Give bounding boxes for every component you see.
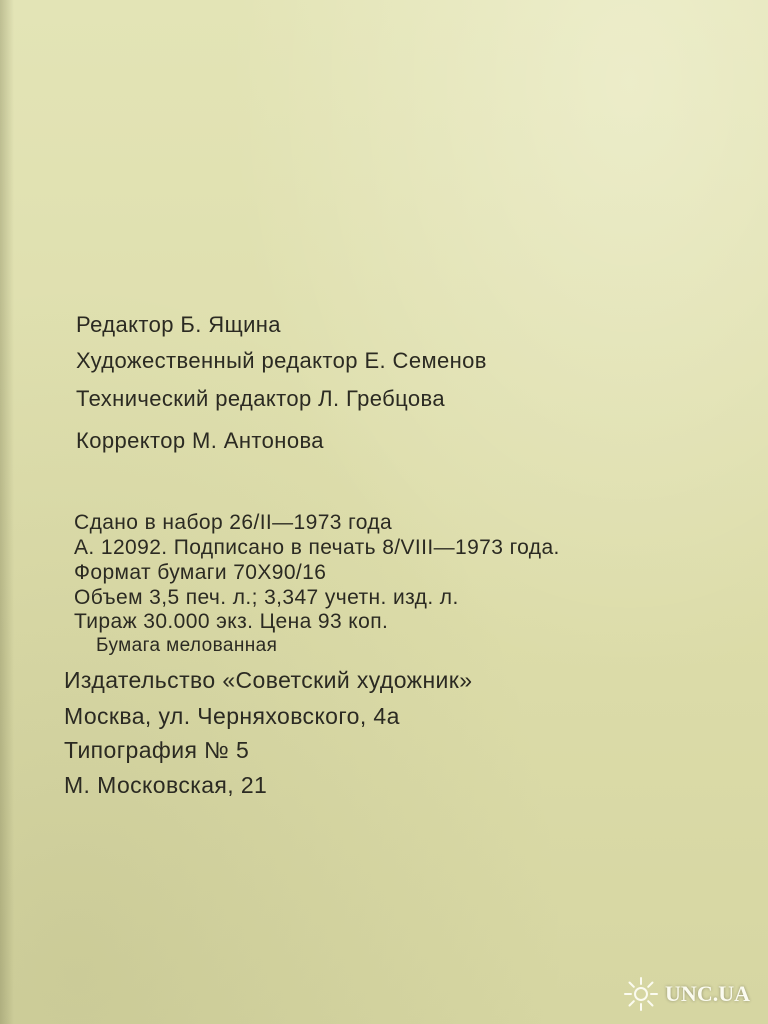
proofreader-line: Корректор М. Антонова <box>76 428 324 453</box>
publisher-line: Издательство «Советский художник» <box>64 667 473 693</box>
page-fold-shadow <box>0 0 14 1024</box>
art-editor-line: Художественный редактор Е. Семенов <box>76 348 487 373</box>
editor-line: Редактор Б. Ящина <box>76 312 281 337</box>
printing-address-line: М. Московская, 21 <box>64 772 268 798</box>
address-line: Москва, ул. Черняховского, 4а <box>64 703 400 729</box>
submitted-line: Сдано в набор 26/II—1973 года <box>74 511 393 534</box>
tech-editor-line: Технический редактор Л. Гребцова <box>76 386 445 411</box>
signed-line: А. 12092. Подписано в печать 8/VIII—1973 года. <box>74 536 560 559</box>
paper-line: Бумага мелованная <box>96 635 278 656</box>
watermark-text: UNC.UA <box>665 981 750 1006</box>
printing-house-line: Типография № 5 <box>64 737 250 763</box>
format-line: Формат бумаги 70X90/16 <box>74 561 327 584</box>
print-run-line: Тираж 30.000 экз. Цена 93 коп. <box>74 610 389 633</box>
site-watermark <box>623 976 750 1012</box>
volume-line: Объем 3,5 печ. л.; 3,347 учетн. изд. л. <box>74 586 459 609</box>
sun-logo-icon <box>623 976 659 1012</box>
